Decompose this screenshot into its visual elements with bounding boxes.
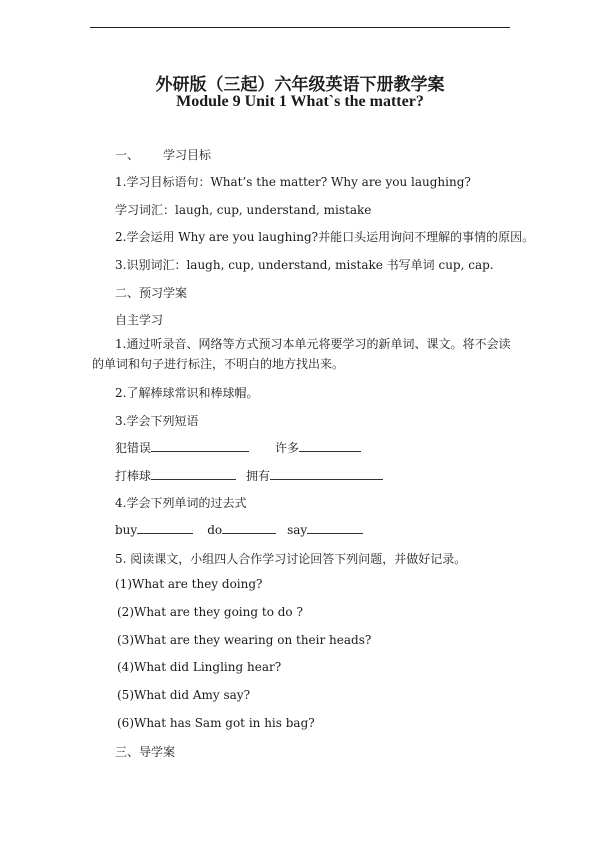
question-3: (3)What are they wearing on their heads? <box>117 633 372 647</box>
word-label: buy <box>115 523 138 537</box>
question-1: (1)What are they doing? <box>115 577 263 591</box>
preview-item-3: 3.学会下列短语 <box>115 414 199 428</box>
phrase-row-2 <box>115 467 383 484</box>
section-heading-goals <box>115 146 211 163</box>
goal-3: 3.识别词汇：laugh, cup, understand, mistake 书写单词 cup, cap. <box>115 258 494 272</box>
question-4: (4)What did Lingling hear? <box>117 660 282 674</box>
phrase-label: 犯错误 <box>115 441 152 455</box>
answer-blank[interactable] <box>137 522 193 534</box>
self-study-label: 自主学习 <box>115 313 164 327</box>
unit-title: Module 9 Unit 1 What`s the matter? <box>176 93 424 110</box>
question-5: (5)What did Amy say? <box>117 688 251 702</box>
goal-2: 2.学会运用 Why are you laughing?并能口头运用询问不理解的事情的原因。 <box>115 230 535 244</box>
top-rule <box>90 27 510 28</box>
document-title: 外研版（三起）六年级英语下册教学案 <box>155 75 445 95</box>
answer-blank[interactable] <box>151 440 249 452</box>
word-label: say <box>287 523 308 537</box>
word-label: do <box>207 523 223 537</box>
preview-item-4: 4.学会下列单词的过去式 <box>115 496 247 510</box>
vocab-line: 学习词汇：laugh, cup, understand, mistake <box>115 203 372 217</box>
answer-blank[interactable] <box>299 440 361 452</box>
phrase-label: 拥有 <box>246 469 271 483</box>
past-tense-row <box>115 522 363 537</box>
preview-item-2: 2.了解棒球常识和棒球帽。 <box>115 386 259 400</box>
answer-blank[interactable] <box>151 468 236 480</box>
answer-blank[interactable] <box>270 468 383 480</box>
answer-blank[interactable] <box>307 522 363 534</box>
question-6: (6)What has Sam got in his bag? <box>117 716 315 730</box>
section-heading-preview: 二、预习学案 <box>115 286 188 300</box>
section-heading-guide: 三、导学案 <box>115 745 176 759</box>
phrase-label: 打棒球 <box>115 469 152 483</box>
preview-item-5: 5. 阅读课文，小组四人合作学习讨论回答下列问题，并做好记录。 <box>115 552 467 566</box>
phrase-row-1 <box>115 439 361 456</box>
goal-1: 1.学习目标语句：What’s the matter? Why are you laughing? <box>115 175 471 189</box>
preview-item-1: 1.通过听录音、网络等方式预习本单元将要学习的新单词、课文。将不会读的单词和句子进行标注，不明白的地方找出来。 <box>92 337 511 371</box>
question-2: (2)What are they going to do ? <box>117 605 303 619</box>
answer-blank[interactable] <box>222 522 276 534</box>
phrase-label: 许多 <box>275 441 300 455</box>
section-title: 学习目标 <box>163 148 212 162</box>
section-number: 一、 <box>115 148 140 162</box>
